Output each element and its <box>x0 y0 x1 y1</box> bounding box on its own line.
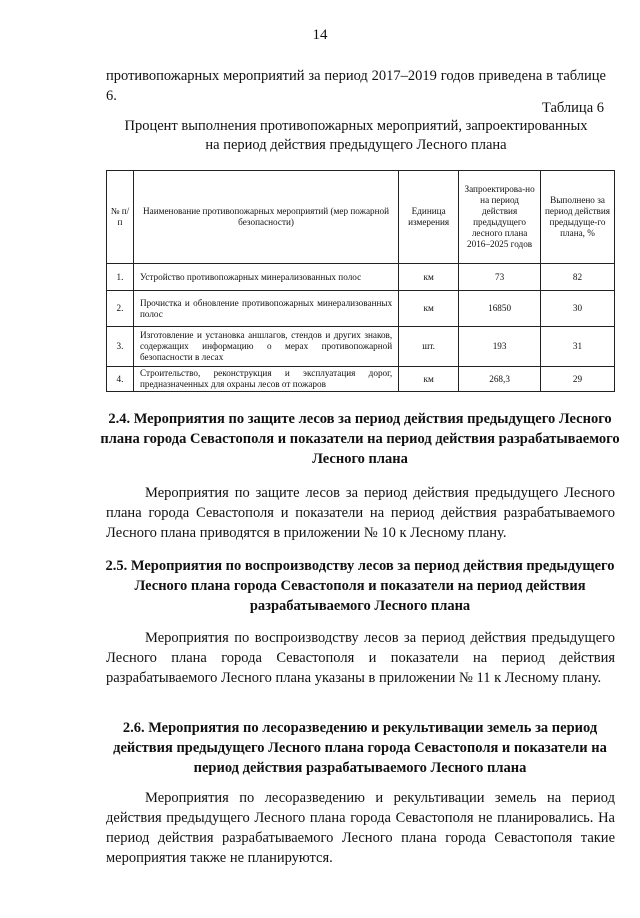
row-unit: шт. <box>399 327 459 367</box>
table-row <box>107 291 615 327</box>
table-header-row <box>107 171 615 264</box>
row-number: 3. <box>107 327 134 367</box>
row-unit: км <box>399 291 459 327</box>
row-measure-name: Изготовление и установка аншлагов, стендов и других знаков, содержащих информацию о мерах противопожарной безопасности в лесах <box>133 327 398 367</box>
page-number: 14 <box>312 27 328 43</box>
row-unit: км <box>399 264 459 291</box>
column-header-planned: Запроектирова-но на период действия предыдущего лесного плана 2016–2025 годов <box>459 171 541 264</box>
row-planned: 16850 <box>459 291 541 327</box>
column-header-unit: Единица измерения <box>399 171 459 264</box>
row-number: 1. <box>107 264 134 291</box>
section-heading-2-4: 2.4. Мероприятия по защите лесов за период действия предыдущего Лесного плана города Севастополя и показатели на период действия разрабатываемого Лесного плана <box>100 411 620 467</box>
section-2-5-text: Мероприятия по воспроизводству лесов за период действия предыдущего Лесного плана города Севастополя и показатели на период действия разрабатываемого Лесного плана указаны в приложении № 11 к Лесному плану. <box>106 630 615 686</box>
section-2-4-text: Мероприятия по защите лесов за период действия предыдущего Лесного плана города Севастополя и показатели на период действия разрабатываемого Лесного плана приводятся в приложении № 10 к Лесному плану. <box>106 485 615 541</box>
row-planned: 73 <box>459 264 541 291</box>
row-number: 4. <box>107 367 134 392</box>
row-done: 31 <box>541 327 615 367</box>
row-number: 2. <box>107 291 134 327</box>
row-planned: 268,3 <box>459 367 541 392</box>
row-measure-name: Устройство противопожарных минерализованных полос <box>133 264 398 291</box>
intro-paragraph: противопожарных мероприятий за период 2017–2019 годов приведена в таблице 6. <box>106 68 606 104</box>
table-row <box>107 367 615 392</box>
table-row <box>107 264 615 291</box>
row-done: 29 <box>541 367 615 392</box>
fire-measures-table <box>106 170 615 392</box>
column-header-done: Выполнено за период действия предыдуще-го плана, % <box>541 171 615 264</box>
section-heading-2-6: 2.6. Мероприятия по лесоразведению и рекультивации земель за период действия предыдущего Лесного плана города Севастополя и показатели на период действия разрабатываемого Лесного плана <box>113 720 607 776</box>
row-measure-name: Прочистка и обновление противопожарных минерализованных полос <box>133 291 398 327</box>
row-unit: км <box>399 367 459 392</box>
row-planned: 193 <box>459 327 541 367</box>
column-header-number: № п/п <box>107 171 134 264</box>
table-title <box>100 117 612 155</box>
column-header-name: Наименование противопожарных мероприятий (мер пожарной безопасности) <box>133 171 398 264</box>
table-title-line: Процент выполнения противопожарных мероприятий, запроектированных <box>124 118 588 134</box>
table-row <box>107 327 615 367</box>
table-label: Таблица 6 <box>541 100 604 116</box>
section-heading-2-5: 2.5. Мероприятия по воспроизводству лесов за период действия предыдущего Лесного плана города Севастополя и показатели на период действия разрабатываемого Лесного плана <box>105 558 615 614</box>
row-done: 30 <box>541 291 615 327</box>
table-title-line: на период действия предыдущего Лесного плана <box>205 137 507 153</box>
section-2-6-text: Мероприятия по лесоразведению и рекультивации земель на период действия предыдущего Лесного плана города Севастополя не планировались. На период действия разрабатываемого Лесного плана города Севастополя такие мероприятия также не планируются. <box>106 790 615 866</box>
row-done: 82 <box>541 264 615 291</box>
row-measure-name: Строительство, реконструкция и эксплуатация дорог, предназначенных для охраны лесов от пожаров <box>133 367 398 392</box>
